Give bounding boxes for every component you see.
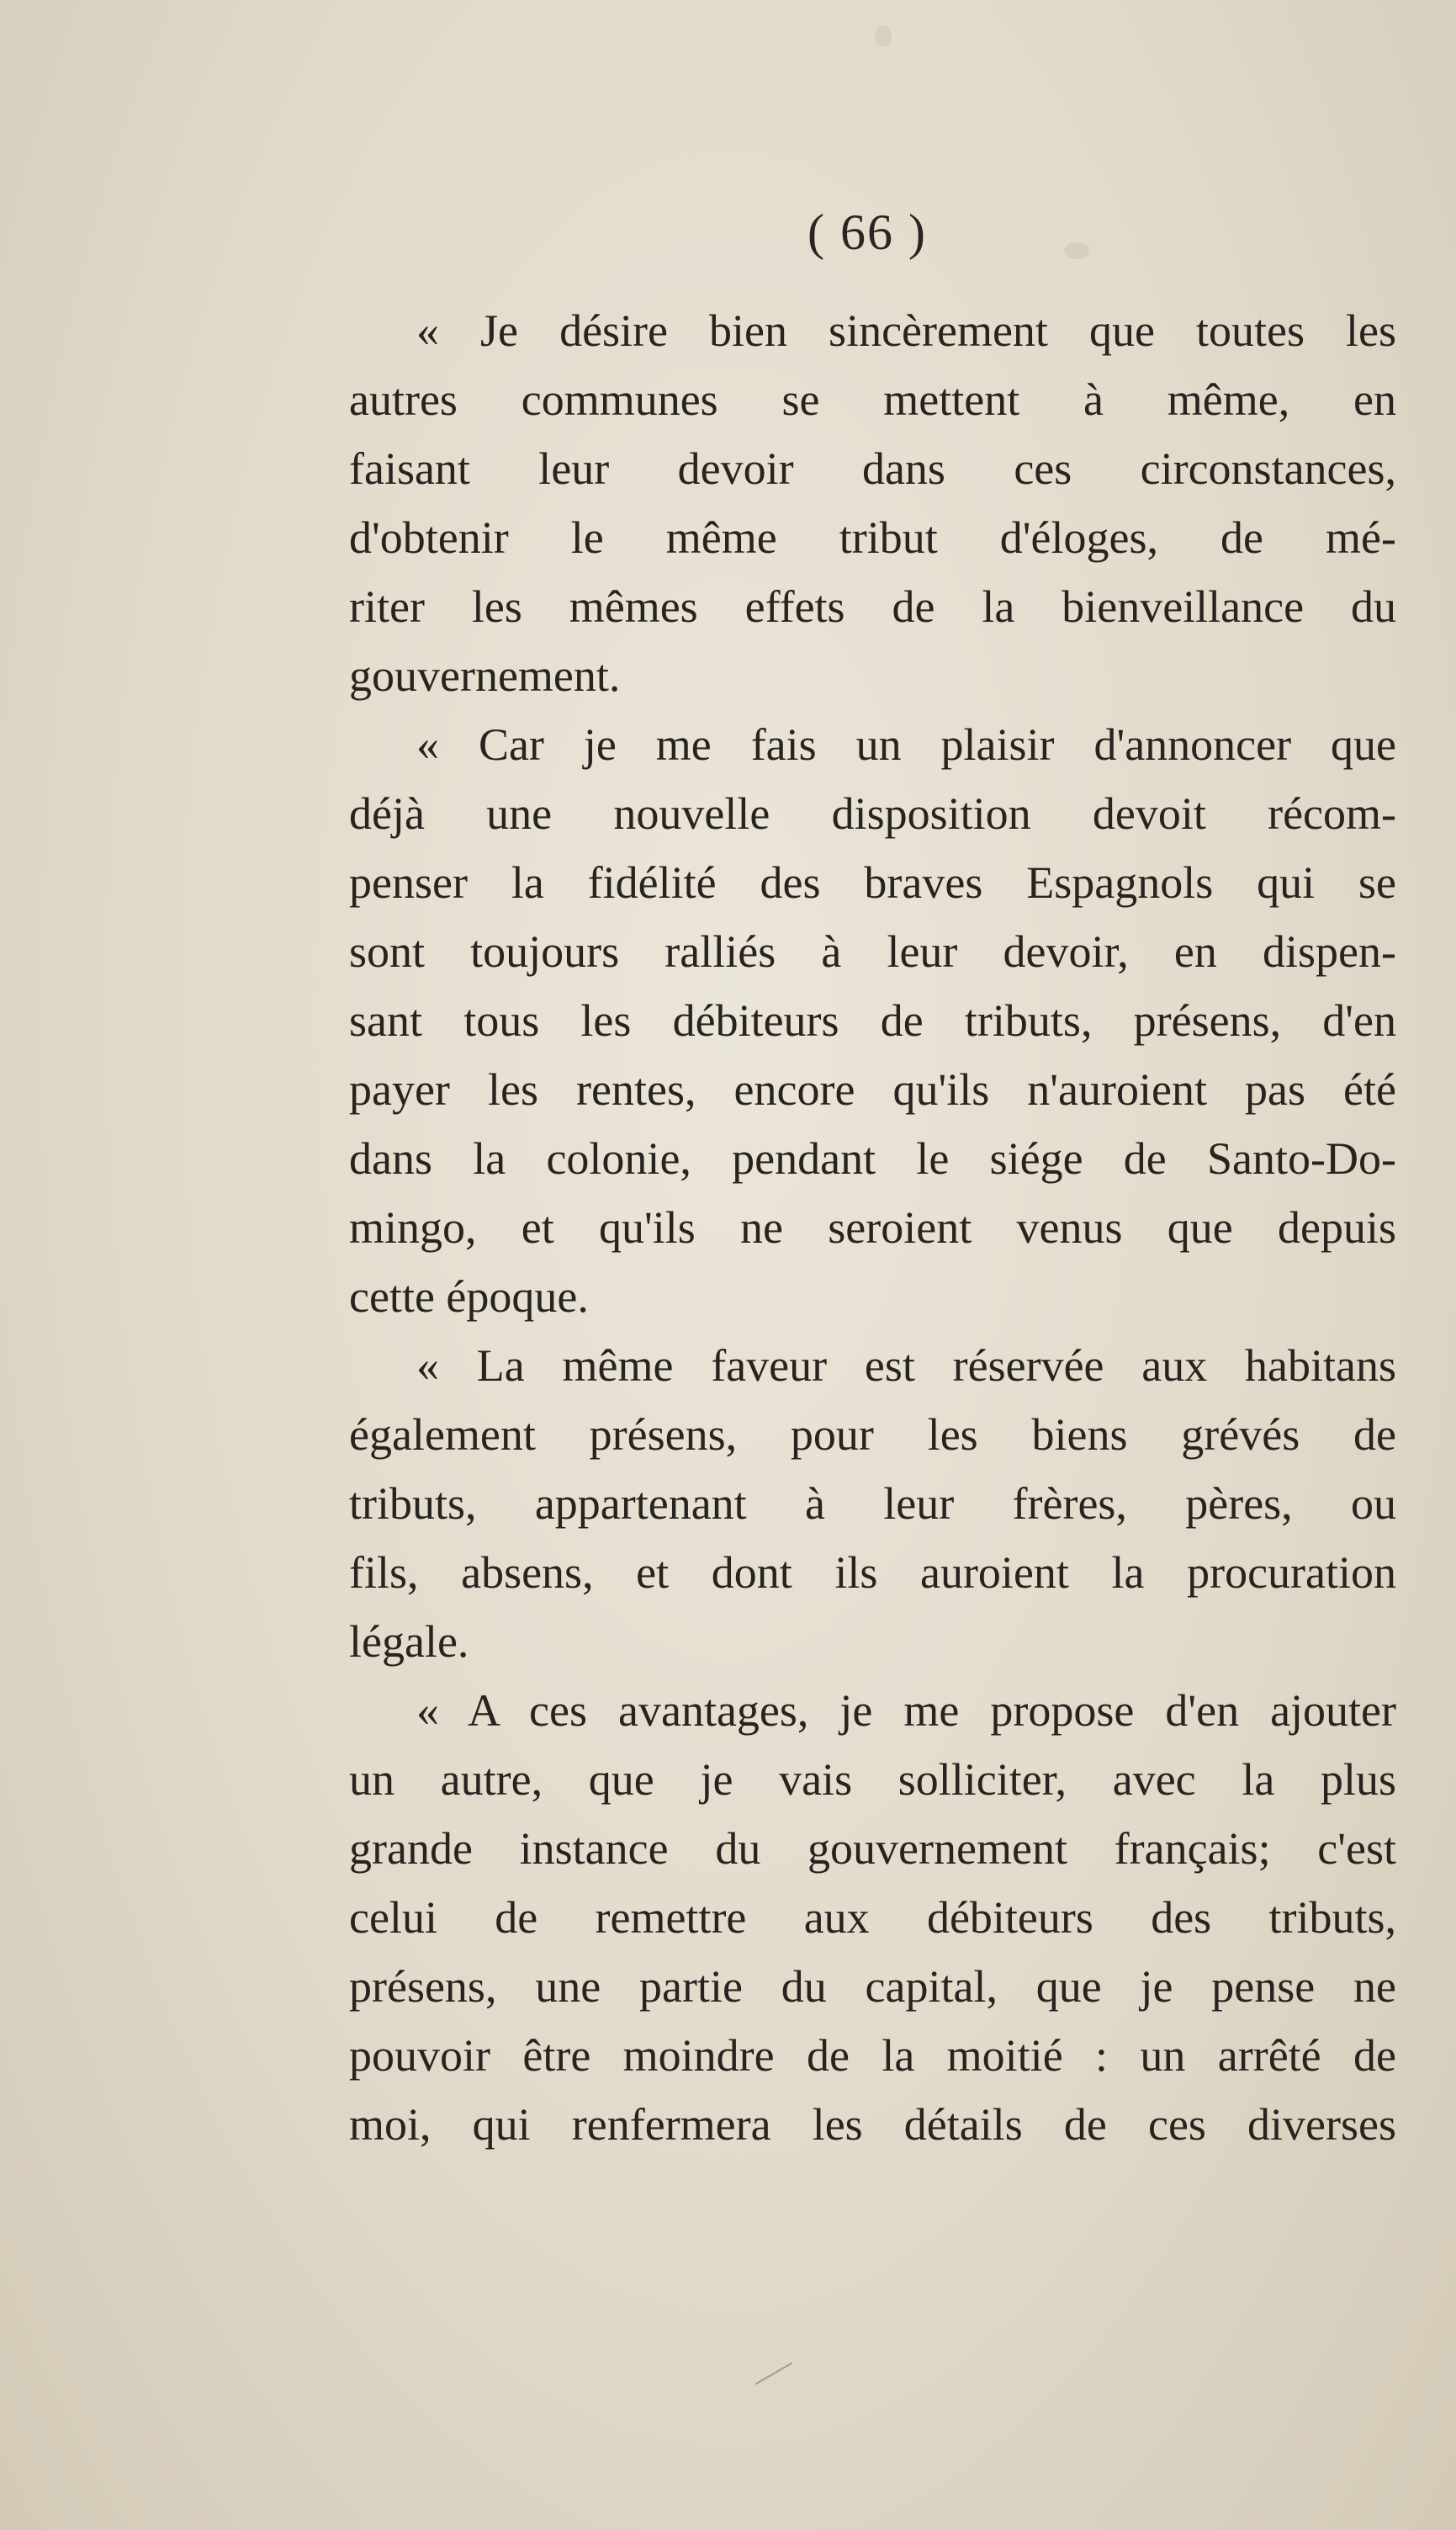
body-text bbox=[349, 296, 1396, 2159]
text-line: payer les rentes, encore qu'ils n'auroient pas été bbox=[349, 1064, 1396, 1115]
paper-stain bbox=[875, 25, 892, 47]
text-line: « Je désire bien sincèrement que toutes les bbox=[416, 305, 1396, 356]
text-line: gouvernement. bbox=[349, 650, 621, 701]
text-line: « La même faveur est réservée aux habitans bbox=[416, 1340, 1396, 1391]
text-line: également présens, pour les biens grévés de bbox=[349, 1409, 1396, 1460]
text-line: mingo, et qu'ils ne seroient venus que depuis bbox=[349, 1202, 1396, 1253]
text-line: fils, absens, et dont ils auroient la procuration bbox=[349, 1547, 1396, 1598]
text-line: déjà une nouvelle disposition devoit récom- bbox=[349, 788, 1396, 839]
text-line: cette époque. bbox=[349, 1271, 589, 1322]
page-number: ( 66 ) bbox=[807, 204, 927, 260]
text-line: « A ces avantages, je me propose d'en ajouter bbox=[416, 1685, 1396, 1736]
text-line: grande instance du gouvernement français; c'est bbox=[349, 1823, 1396, 1874]
text-line: légale. bbox=[349, 1616, 469, 1667]
text-line: autres communes se mettent à même, en bbox=[349, 374, 1396, 425]
text-line: tributs, appartenant à leur frères, pères, ou bbox=[349, 1478, 1396, 1529]
text-line: moi, qui renfermera les détails de ces diverses bbox=[349, 2099, 1396, 2150]
text-line: faisant leur devoir dans ces circonstances, bbox=[349, 443, 1396, 494]
text-line: celui de remettre aux débiteurs des tributs, bbox=[349, 1892, 1396, 1943]
text-line: sont toujours ralliés à leur devoir, en dispen- bbox=[349, 926, 1396, 977]
text-line: d'obtenir le même tribut d'éloges, de mé- bbox=[349, 512, 1396, 563]
text-line: « Car je me fais un plaisir d'annoncer que bbox=[416, 719, 1396, 770]
text-line: présens, une partie du capital, que je pense ne bbox=[349, 1961, 1396, 2012]
text-line: riter les mêmes effets de la bienveillance du bbox=[349, 581, 1396, 632]
text-line: pouvoir être moindre de la moitié : un arrêté de bbox=[349, 2030, 1396, 2081]
text-line: dans la colonie, pendant le siége de Santo-Do- bbox=[349, 1133, 1396, 1184]
text-line: penser la fidélité des braves Espagnols qui se bbox=[349, 857, 1396, 908]
pencil-mark bbox=[755, 2363, 792, 2385]
text-line: un autre, que je vais solliciter, avec la plus bbox=[349, 1754, 1396, 1805]
text-line: sant tous les débiteurs de tributs, présens, d'en bbox=[349, 995, 1396, 1046]
